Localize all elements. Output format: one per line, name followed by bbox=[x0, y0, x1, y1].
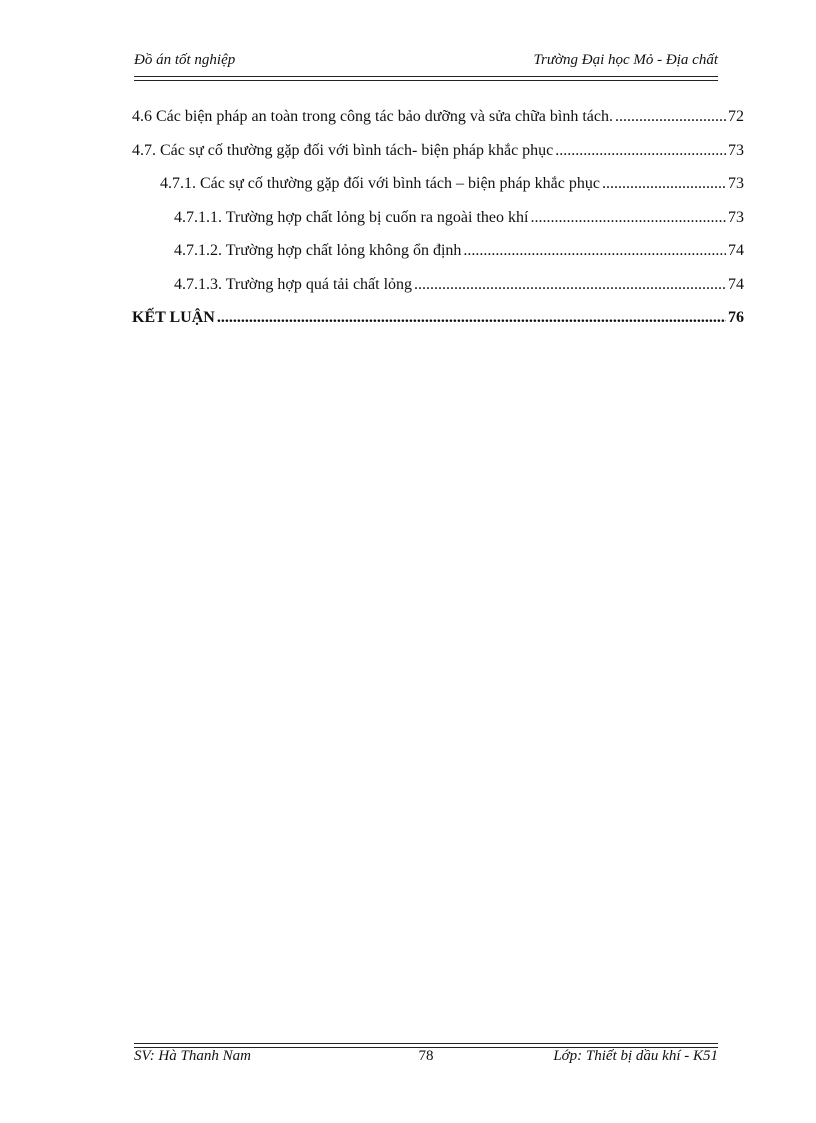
toc-leader-dots bbox=[530, 201, 726, 235]
toc-leader-dots bbox=[414, 268, 726, 302]
page-footer bbox=[134, 1048, 718, 1068]
footer-class: Lớp: Thiết bị dầu khí - K51 bbox=[553, 1048, 718, 1064]
toc-entry-title: 4.7.1. Các sự cố thường gặp đối với bình tách – biện pháp khắc phục bbox=[160, 175, 600, 192]
toc-leader-dots bbox=[615, 100, 726, 134]
toc-entry-title: 4.7.1.1. Trường hợp chất lỏng bị cuốn ra ngoài theo khí bbox=[174, 208, 529, 226]
header-university: Trường Đại học Mỏ - Địa chất bbox=[533, 52, 718, 68]
toc-leader-dots bbox=[602, 167, 726, 201]
toc-entry-page: 76 bbox=[728, 309, 744, 326]
toc-entry-page: 74 bbox=[728, 275, 744, 293]
toc-entry-title: KẾT LUẬN bbox=[132, 309, 215, 326]
header-document-title: Đồ án tốt nghiệp bbox=[134, 52, 236, 68]
toc-entry-page: 72 bbox=[728, 108, 744, 125]
toc-entry[interactable] bbox=[130, 100, 744, 134]
toc-entry-page: 73 bbox=[728, 141, 744, 159]
toc-entry-title: 4.7. Các sự cố thường gặp đối với bình tách- biện pháp khắc phục bbox=[132, 141, 554, 159]
toc-leader-dots bbox=[217, 301, 726, 335]
toc-entry-title: 4.7.1.3. Trường hợp quá tải chất lỏng bbox=[174, 275, 413, 293]
page-header bbox=[134, 52, 718, 74]
toc-entry[interactable] bbox=[130, 201, 744, 235]
footer-student: SV: Hà Thanh Nam bbox=[134, 1048, 251, 1064]
table-of-contents bbox=[130, 100, 744, 335]
footer-page-number: 78 bbox=[418, 1048, 434, 1064]
toc-leader-dots bbox=[555, 134, 726, 168]
toc-entry[interactable] bbox=[130, 234, 744, 268]
header-rule bbox=[134, 76, 718, 81]
toc-leader-dots bbox=[463, 234, 726, 268]
toc-entry[interactable] bbox=[130, 134, 744, 168]
toc-entry-title: 4.6 Các biện pháp an toàn trong công tác bảo dưỡng và sửa chữa bình tách. bbox=[132, 108, 613, 125]
toc-entry[interactable] bbox=[130, 268, 744, 302]
toc-entry-page: 74 bbox=[728, 242, 744, 259]
toc-entry-page: 73 bbox=[728, 175, 744, 192]
toc-entry-conclusion[interactable] bbox=[130, 301, 744, 335]
toc-entry-page: 73 bbox=[728, 208, 744, 226]
toc-entry[interactable] bbox=[130, 167, 744, 201]
toc-entry-title: 4.7.1.2. Trường hợp chất lỏng không ổn định bbox=[174, 242, 462, 259]
